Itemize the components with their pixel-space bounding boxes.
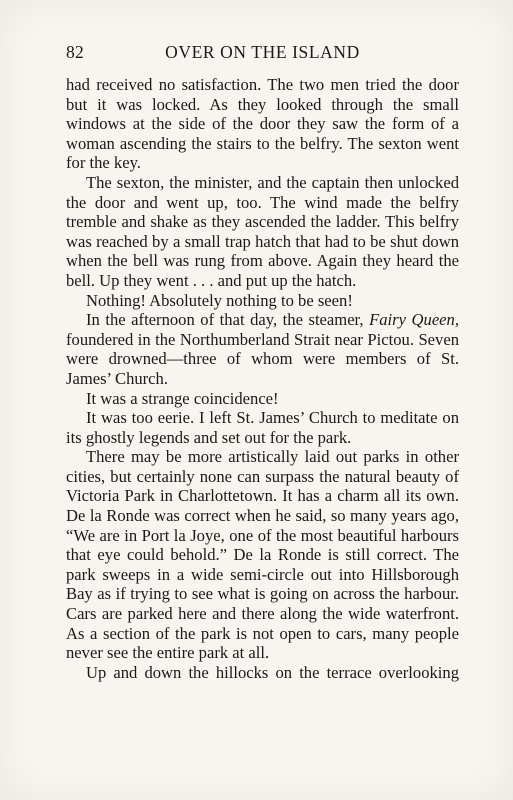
body-text [66,75,459,682]
paragraph-hillocks: Up and down the hillocks on the terrace overlooking [86,662,459,682]
page-header [66,42,459,66]
paragraph-steamer-before: In the afternoon of that day, the steamer, [86,310,370,330]
paragraph-steamer-after: foundered in the Northumberland Strait near Pictou. Seven were drowned—three of whom were members of St. James’ Church. [66,329,459,388]
ship-name: Fairy Queen, [369,310,459,330]
paragraph-coincidence: It was a strange coincidence! [86,388,279,408]
paragraph-eerie: It was too eerie. I left St. James’ Church to meditate on its ghostly legends and set out for the park. [66,408,459,447]
running-head: OVER ON THE ISLAND [165,42,360,62]
paragraph-park: There may be more artistically laid out parks in other cities, but certainly none can surpass the natural beauty of Victoria Park in Charlottetown. It has a charm all its own. De la Ronde was correct when he said, so many years ago, “We are in Port la Joye, one of the most beautiful harbours that eye could behold.” De la Ronde is still correct. The park sweeps in a wide semi-circle out into Hillsborough Bay as if trying to see what is going on across the harbour. Cars are parked here and there along the wide waterfront. As a section of the park is not open to cars, many people never see the entire park at all. [66,447,459,663]
paragraph-continued: had received no satisfaction. The two men tried the door but it was locked. As they looked through the small windows at the side of the door they saw the form of a woman ascending the stairs to the belfry. The sexton went for the key. [66,75,459,173]
paragraph-steamer [66,310,459,388]
paragraph-sexton: The sexton, the minister, and the captain then unlocked the door and went up, too. The wind made the belfry tremble and shake as they ascended the ladder. This belfry was reached by a small trap hatch that had to be shut down when the bell was rung from above. Again they heard the bell. Up they went . . . and put up the hatch. [66,172,459,290]
page-content [66,42,459,682]
page-number: 82 [66,42,84,62]
paragraph-nothing: Nothing! Absolutely nothing to be seen! [86,290,353,310]
